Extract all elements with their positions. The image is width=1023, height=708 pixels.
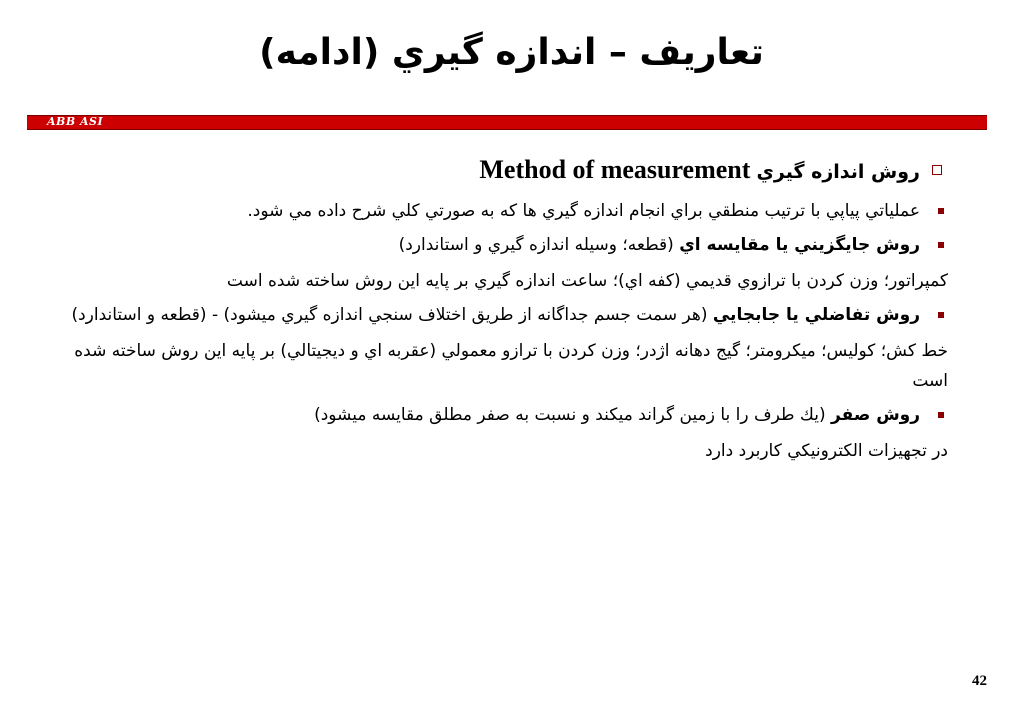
page-number: 42 xyxy=(972,673,987,689)
bullet-bold-text: روش تفاضلي يا جابجايي xyxy=(712,305,920,325)
square-bullet-icon xyxy=(938,242,944,248)
paragraph: خط كش؛ كوليس؛ ميكرومتر؛ گيج دهانه اژدر؛ وزن كردن با ترازو معمولي (عقربه اي و ديجيتالي) بر پايه اين روش ساخته شده است xyxy=(74,341,948,391)
bullet-bold-text: روش صفر xyxy=(831,405,920,425)
section-heading xyxy=(60,150,948,192)
bullet-text: عملياتي پياپي با ترتيب منطقي براي انجام اندازه گيري ها كه به صورتي كلي شرح داده مي شود. xyxy=(247,201,920,221)
bullet-text: (هر سمت جسم جداگانه از طريق اختلاف سنجي اندازه گيري ميشود) - (قطعه و استاندارد) xyxy=(71,305,713,325)
bullet-item xyxy=(60,230,948,260)
square-bullet-icon xyxy=(938,312,944,318)
header-banner xyxy=(27,115,987,130)
heading-persian: روش اندازه گيري xyxy=(756,161,920,183)
bullet-text: (قطعه؛ وسيله اندازه گيري و استاندارد) xyxy=(398,235,680,255)
paragraph: كمپراتور؛ وزن كردن با ترازوي قديمي (كفه اي)؛ ساعت اندازه گيري بر پايه اين روش ساخته شده است xyxy=(226,271,948,291)
square-bullet-icon xyxy=(938,412,944,418)
bullet-item xyxy=(60,196,948,226)
checkbox-bullet-icon xyxy=(932,165,942,175)
heading-english: Method of measurement xyxy=(479,155,751,184)
bullet-text: (يك طرف را با زمين گراند ميكند و نسبت به صفر مطلق مقايسه ميشود) xyxy=(314,405,832,425)
paragraph: در تجهيزات الكترونيكي كاربرد دارد xyxy=(705,441,948,461)
slide-content xyxy=(60,150,948,466)
bullet-bold-text: روش جايگزيني يا مقايسه اي xyxy=(679,235,920,255)
square-bullet-icon xyxy=(938,208,944,214)
bullet-item xyxy=(60,400,948,430)
banner-logo: ABB ASI xyxy=(47,115,104,128)
bullet-item xyxy=(60,300,948,330)
slide-title: تعاريف – اندازه گيري (ادامه) xyxy=(259,32,764,73)
